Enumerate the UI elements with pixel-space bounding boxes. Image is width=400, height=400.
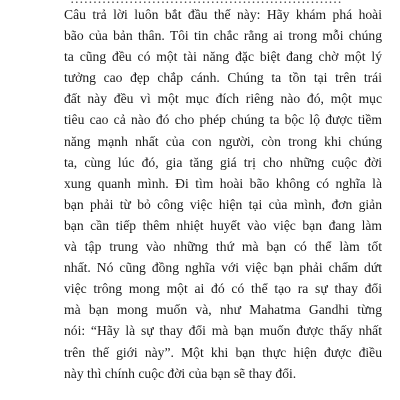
- paragraph-line: năng mạnh nhất của con người, còn trong khi chúng: [64, 133, 382, 149]
- paragraph-line: Câu trả lời luôn bắt đầu thế này: Hãy khám phá hoài: [64, 7, 382, 22]
- paragraph-line: nói: “Hãy là sự thay đổi mà bạn muốn được thấy nhất: [64, 323, 382, 339]
- paragraph-line: này thì chính cuộc đời của bạn sẽ thay đổi.: [64, 365, 297, 381]
- paragraph-line: tiêu cao cả nào đó cho phép chúng ta bộc lộ được tiềm: [64, 112, 382, 128]
- paragraph-line: nhất. Nó cũng đồng nghĩa với việc bạn phải chấm dứt: [64, 260, 382, 276]
- paragraph-line: trên thế giới này”. Một khi bạn thực hiện được điều: [64, 344, 382, 360]
- paragraph-line: tưởng cao đẹp chắp cánh. Chúng ta tồn tại trên trái: [64, 70, 382, 86]
- paragraph-line: ta, cùng lúc đó, gia tăng giá trị cho những cuộc đời: [64, 154, 382, 170]
- paragraph-line: xung quanh mình. Đi tìm hoài bão không có nghĩa là: [64, 175, 382, 191]
- paragraph-line: ta cũng đều có một tài năng đặc biệt đang chờ một lý: [64, 49, 382, 65]
- paragraph-line: bạn cần tiếp thêm nhiệt huyết vào việc bạn đang làm: [64, 217, 382, 233]
- paragraph-line: và tập trung vào những thứ mà bạn có thể làm tốt: [64, 239, 382, 255]
- paragraph-line: mà bạn mong muốn và, như Mahatma Gandhi từng: [64, 302, 382, 318]
- paragraph: [64, 4, 382, 384]
- paragraph-line: bạn phải từ bỏ công việc hiện tại của mình, đơn giản: [64, 196, 382, 212]
- paragraph-line: bão của bản thân. Tôi tin chắc rằng ai trong mỗi chúng: [64, 28, 382, 44]
- paragraph-line: đất này đều vì một mục đích riêng nào đó, một mục: [64, 91, 382, 107]
- paragraph-line: việc trông mong một ai đó có thể tạo ra sự thay đổi: [64, 281, 382, 297]
